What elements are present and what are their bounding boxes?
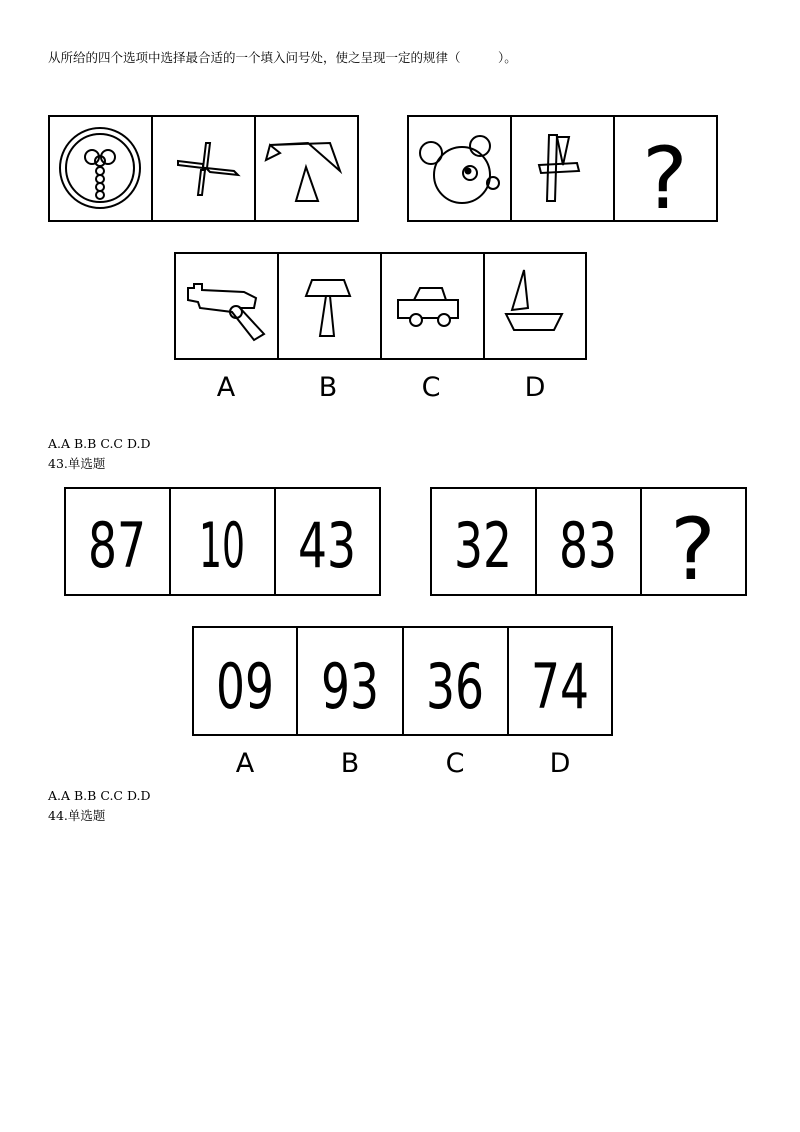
q43-option-number-b: 93 (321, 650, 379, 723)
triangles-figure (266, 143, 340, 201)
q43-options (192, 626, 614, 778)
q42-question-mark: ? (642, 129, 688, 229)
crossed-shapes-figure (539, 135, 579, 201)
sailboat-figure (506, 270, 562, 330)
q42-option-label-c: C (421, 372, 441, 403)
q43-answer-choices: A.A B.B C.C D.D (48, 788, 151, 803)
q43-option-label-b: B (340, 748, 360, 779)
question-42-prompt: 从所给的四个选项中选择最合适的一个填入问号处，使之呈现一定的规律（ ）。 (48, 50, 517, 65)
q42-options (174, 252, 588, 402)
q43-option-number-d: 74 (531, 650, 589, 723)
lamp-figure (306, 280, 350, 336)
q43-figure-group1 (64, 487, 382, 597)
q43-number-32: 32 (454, 509, 512, 582)
q43-option-number-a: 09 (216, 650, 274, 723)
car-figure (398, 288, 458, 326)
q42-option-label-d: D (524, 372, 546, 403)
q43-option-number-c: 36 (426, 650, 484, 723)
q43-number-87: 87 (88, 509, 146, 582)
circles-figure (60, 128, 140, 208)
q42-option-label-b: B (318, 372, 338, 403)
q43-number-10: 10 (199, 509, 245, 582)
pinwheel-figure (178, 143, 238, 195)
q42-figure-group1 (48, 115, 360, 223)
question-43-number: 43.单选题 (48, 456, 106, 471)
gun-figure (188, 284, 264, 340)
q43-option-label-c: C (445, 748, 465, 779)
q43-number-43: 43 (298, 509, 356, 582)
q43-figure-group2 (430, 487, 748, 600)
mouse-face-figure (420, 136, 499, 203)
q43-question-mark: ? (670, 500, 716, 600)
question-44-number: 44.单选题 (48, 808, 106, 823)
q43-option-label-a: A (235, 748, 255, 779)
q42-figure-group2 (407, 115, 719, 229)
q43-number-83: 83 (559, 509, 617, 582)
q43-option-label-d: D (549, 748, 571, 779)
q42-answer-choices: A.A B.B C.C D.D (48, 436, 151, 451)
q42-option-label-a: A (216, 372, 236, 403)
